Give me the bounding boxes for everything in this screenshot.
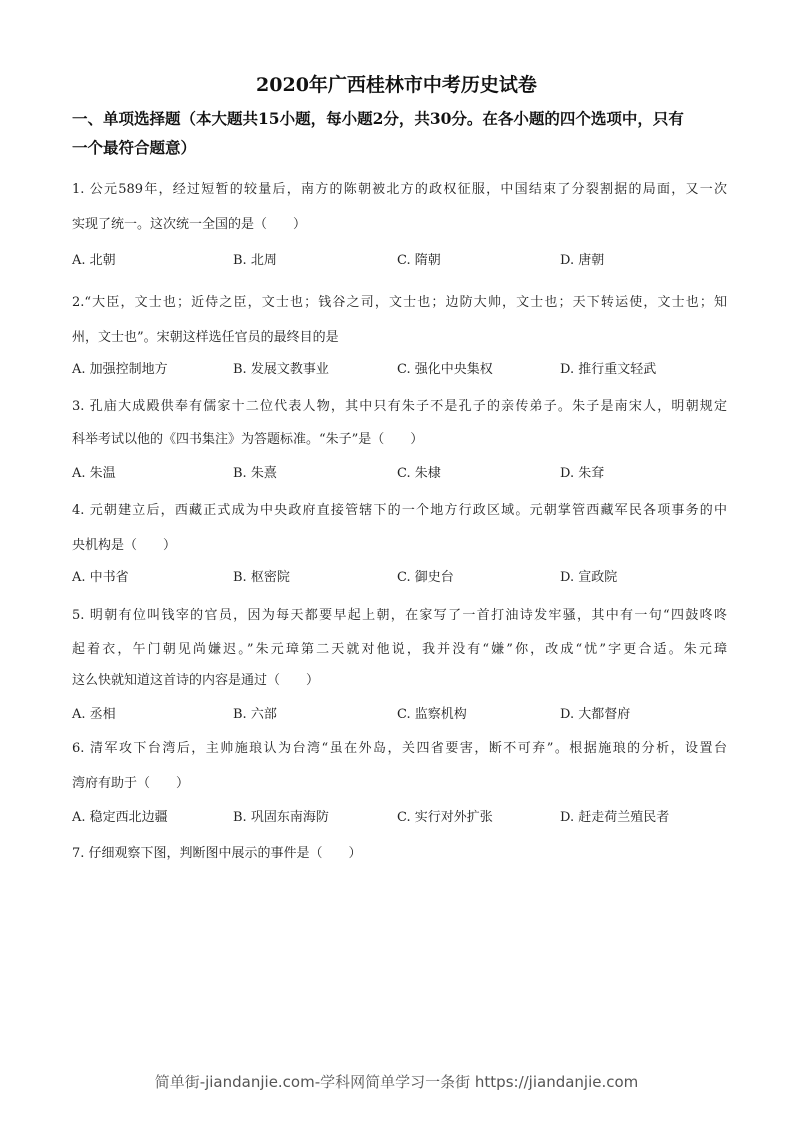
question-2-text: 2.“大臣，文士也；近侍之臣，文士也；钱谷之司，文士也；边防大帅，文士也；天下转运使，文士也；知 <box>72 295 727 310</box>
question-4-option-b: B. 枢密院 <box>233 570 290 585</box>
question-5-text: 起着衣，午门朝见尚嫌迟。”朱元璋第二天就对他说，我并没有“嫌”你，改成“忧”字更合适。朱元璋 <box>72 642 727 657</box>
question-6-option-c: C. 实行对外扩张 <box>397 810 493 825</box>
page-title: 2020年广西桂林市中考历史试卷 <box>256 74 537 96</box>
question-3-option-a: A. 朱温 <box>72 466 116 481</box>
question-1-option-c: C. 隋朝 <box>397 253 441 268</box>
question-5-text: 这么快就知道这首诗的内容是通过（ ） <box>72 673 320 688</box>
question-5-option-d: D. 大都督府 <box>560 707 631 722</box>
question-2-option-a: A. 加强控制地方 <box>72 362 168 377</box>
question-1-text: 实现了统一。这次统一全国的是（ ） <box>72 217 307 232</box>
question-3-text: 科举考试以他的《四书集注》为答题标准。“朱子”是（ ） <box>72 432 424 447</box>
question-5-option-b: B. 六部 <box>233 707 277 722</box>
question-3-option-b: B. 朱熹 <box>233 466 277 481</box>
question-2-text: 州，文士也”。宋朝这样选任官员的最终目的是 <box>72 330 339 345</box>
question-4-option-c: C. 御史台 <box>397 570 454 585</box>
question-1-option-d: D. 唐朝 <box>560 253 605 268</box>
question-1-text: 1. 公元589年，经过短暂的较量后，南方的陈朝被北方的政权征服，中国结束了分裂割据的局面，又一次 <box>72 182 727 197</box>
question-6-option-a: A. 稳定西北边疆 <box>72 810 168 825</box>
question-2-option-d: D. 推行重文轻武 <box>560 362 657 377</box>
question-4-text: 4. 元朝建立后，西藏正式成为中央政府直接管辖下的一个地方行政区域。元朝掌管西藏军民各项事务的中 <box>72 503 727 518</box>
question-1-option-b: B. 北周 <box>233 253 277 268</box>
question-5-text: 5. 明朝有位叫钱宰的官员，因为每天都要早起上朝，在家写了一首打油诗发牢骚，其中有一句“四鼓咚咚 <box>72 608 727 623</box>
question-2-option-c: C. 强化中央集权 <box>397 362 493 377</box>
question-4-option-a: A. 中书省 <box>72 570 129 585</box>
question-7-text: 7. 仔细观察下图，判断图中展示的事件是（ ） <box>72 846 362 861</box>
question-6-option-b: B. 巩固东南海防 <box>233 810 329 825</box>
question-1-option-a: A. 北朝 <box>72 253 116 268</box>
question-3-option-d: D. 朱耷 <box>560 466 605 481</box>
question-3-text: 3. 孔庙大成殿供奉有儒家十二位代表人物，其中只有朱子不是孔子的亲传弟子。朱子是南宋人，明朝规定 <box>72 399 727 414</box>
question-6-text: 湾府有助于（ ） <box>72 776 190 791</box>
section-heading-cont: 一个最符合题意） <box>72 138 197 157</box>
question-3-option-c: C. 朱棣 <box>397 466 441 481</box>
question-6-option-d: D. 赶走荷兰殖民者 <box>560 810 670 825</box>
footer-watermark: 简单街-jiandanjie.com-学科网简单学习一条街 https://jiandanjie.com <box>154 1073 639 1091</box>
question-2-option-b: B. 发展文教事业 <box>233 362 329 377</box>
question-4-text: 央机构是（ ） <box>72 538 177 553</box>
question-5-option-c: C. 监察机构 <box>397 707 467 722</box>
question-4-option-d: D. 宣政院 <box>560 570 618 585</box>
question-5-option-a: A. 丞相 <box>72 707 116 722</box>
section-heading: 一、单项选择题（本大题共15小题，每小题2分，共30分。在各小题的四个选项中，只有 <box>72 109 684 128</box>
question-6-text: 6. 清军攻下台湾后，主帅施琅认为台湾“虽在外岛，关四省要害，断不可弃”。根据施琅的分析，设置台 <box>72 741 727 756</box>
